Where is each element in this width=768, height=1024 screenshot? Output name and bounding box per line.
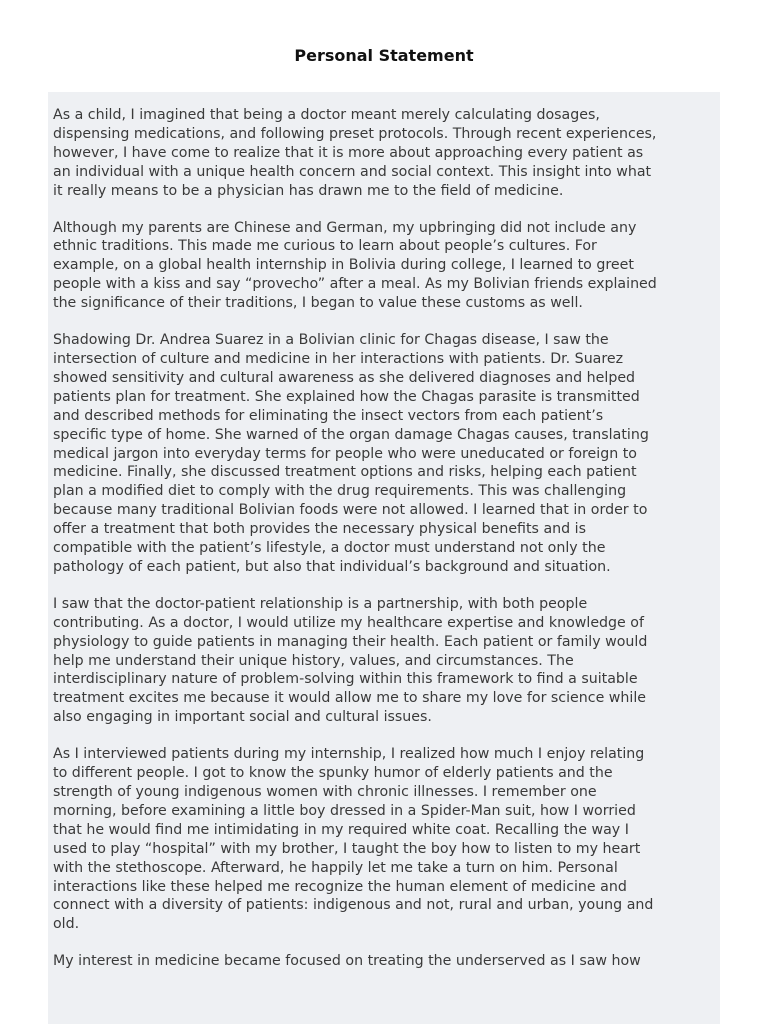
paragraph-3: Shadowing Dr. Andrea Suarez in a Bolivian clinic for Chagas disease, I saw the intersection of culture and medicine in her interactions with patients. Dr. Suarez showed sensitivity and cultural awareness as she delivered diagnoses and helped patients plan for treatment. She explained how the Chagas parasite is transmitted and described methods for eliminating the insect vectors from each patient’s specific type of home. She warned of the organ damage Chagas causes, translating medical jargon into everyday terms for people who were uneducated or foreign to medicine. Finally, she discussed treatment options and risks, helping each patient plan a modified diet to comply with the drug requirements. This was challenging because many traditional Bolivian foods were not allowed. I learned that in order to offer a treatment that both provides the necessary physical benefits and is compatible with the patient’s lifestyle, a doctor must understand not only the pathology of each patient, but also that individual’s background and situation.	[53, 332, 649, 575]
paragraph-4: I saw that the doctor-patient relationship is a partnership, with both people contributing. As a doctor, I would utilize my healthcare expertise and knowledge of physiology to guide patients in managing their health. Each patient or family would help me understand their unique history, values, and circumstances. The interdisciplinary nature of problem-solving within this framework to find a suitable treatment excites me because it would allow me to share my love for science while also engaging in important social and cultural issues.	[53, 595, 648, 726]
statement-panel	[48, 92, 720, 1024]
document-title: Personal Statement	[294, 46, 474, 65]
paragraph-5: As I interviewed patients during my internship, I realized how much I enjoy relating to different people. I got to know the spunky humor of elderly patients and the strength of young indigenous women with chronic illnesses. I remember one morning, before examining a little boy dressed in a Spider-Man suit, how I worried that he would find me intimidating in my required white coat. Recalling the way I used to play “hospital” with my brother, I taught the boy how to listen to my heart with the stethoscope. Afterward, he happily let me take a turn on him. Personal interactions like these helped me recognize the human element of medicine and connect with a diversity of patients: indigenous and not, rural and urban, young and old.	[53, 746, 654, 933]
paragraph-6: My interest in medicine became focused on treating the underserved as I saw how	[53, 953, 641, 970]
statement-body	[48, 92, 720, 971]
paragraph-2: Although my parents are Chinese and German, my upbringing did not include any ethnic traditions. This made me curious to learn about people’s cultures. For example, on a global health internship in Bolivia during college, I learned to greet people with a kiss and say “provecho” after a meal. As my Bolivian friends explained the significance of their traditions, I began to value these customs as well.	[53, 219, 657, 312]
paragraph-1: As a child, I imagined that being a doctor meant merely calculating dosages, dispensing medications, and following preset protocols. Through recent experiences, however, I have come to realize that it is more about approaching every patient as an individual with a unique health concern and social context. This insight into what it really means to be a physician has drawn me to the field of medicine.	[53, 107, 657, 199]
